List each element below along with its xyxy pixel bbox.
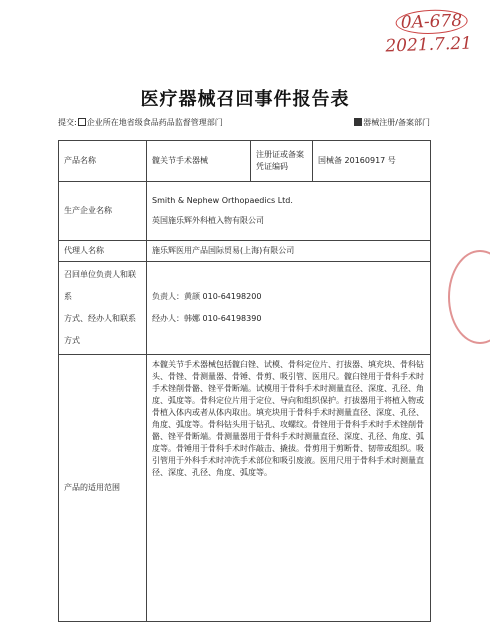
handwritten-date: 2021.7.21 xyxy=(385,33,473,57)
submit-left xyxy=(58,117,223,128)
contact-label xyxy=(59,262,147,355)
page-title: 医疗器械召回事件报告表 xyxy=(140,89,350,110)
manufacturer-name-cn: 英国施乐辉外科植入物有限公司 xyxy=(152,216,264,225)
recall-report-table xyxy=(58,140,431,622)
contact-handler: 经办人：韩娜 010-64198390 xyxy=(152,314,262,323)
contact-responsible: 负责人：黄颉 010-64198200 xyxy=(152,292,262,301)
submit-option-registration: 器械注册/备案部门 xyxy=(363,118,430,127)
manufacturer-label: 生产企业名称 xyxy=(59,182,147,241)
table-row xyxy=(59,141,431,182)
product-name-value: 髋关节手术器械 xyxy=(147,141,251,182)
scope-value: 本髋关节手术器械包括髋臼锉、试模、骨科定位片、打拔器、填充块、骨科钻头、骨锉、骨测量器、骨锤、骨剪、吸引管、医用尺。髋臼锉用于骨科手术时手术锉削骨骼、锉平骨断端。试模用于骨科手术时测量直径、深度、孔径、角度、弧度等。骨科定位片用于定位、导向和组织保护。打拔器用于将植入物或骨植入体内或者从体内取出。填充块用于骨科手术时测量直径、深度、孔径、角度、弧度等。骨科钻头用于钻孔、攻螺纹。骨锉用于骨科手术时手术锉削骨骼、锉平骨断端。骨测量器用于骨科手术时测量直径、深度、孔径、角度、弧度等。骨锤用于骨科手术时作敲击、撬拔。骨剪用于剪断骨、韧带或组织。吸引管用于外科手术时冲洗手术部位和吸引废液。医用尺用于骨科手术时测量直径、深度、孔径、角度、弧度等。 xyxy=(147,355,431,622)
scope-label: 产品的适用范围 xyxy=(59,355,147,622)
product-name-label: 产品名称 xyxy=(59,141,147,182)
handwritten-reference-number: 0A-678 xyxy=(396,9,468,35)
manufacturer-name-en: Smith & Nephew Orthopaedics Ltd. xyxy=(152,196,293,205)
submit-right xyxy=(353,117,430,128)
handwritten-annotation xyxy=(385,9,473,58)
contact-label-line2: 方式、经办人和联系方式 xyxy=(64,314,136,345)
red-seal-stamp xyxy=(448,250,490,344)
submit-option-provincial: 企业所在地省级食品药品监督管理部门 xyxy=(86,118,223,127)
checkbox-registration-dept[interactable] xyxy=(354,118,362,126)
table-row xyxy=(59,355,431,622)
registration-value: 国械备 20160917 号 xyxy=(313,141,431,182)
submit-prefix: 提交: xyxy=(58,118,77,127)
contact-label-line1: 召回单位负责人和联系 xyxy=(64,270,136,301)
checkbox-provincial[interactable] xyxy=(78,118,86,126)
contact-value xyxy=(147,262,431,355)
agent-label: 代理人名称 xyxy=(59,241,147,262)
agent-value: 施乐辉医用产品国际贸易(上海)有限公司 xyxy=(147,241,431,262)
registration-label: 注册证或备案凭证编码 xyxy=(251,141,313,182)
table-row xyxy=(59,262,431,355)
manufacturer-value xyxy=(147,182,431,241)
table-row xyxy=(59,241,431,262)
table-row xyxy=(59,182,431,241)
